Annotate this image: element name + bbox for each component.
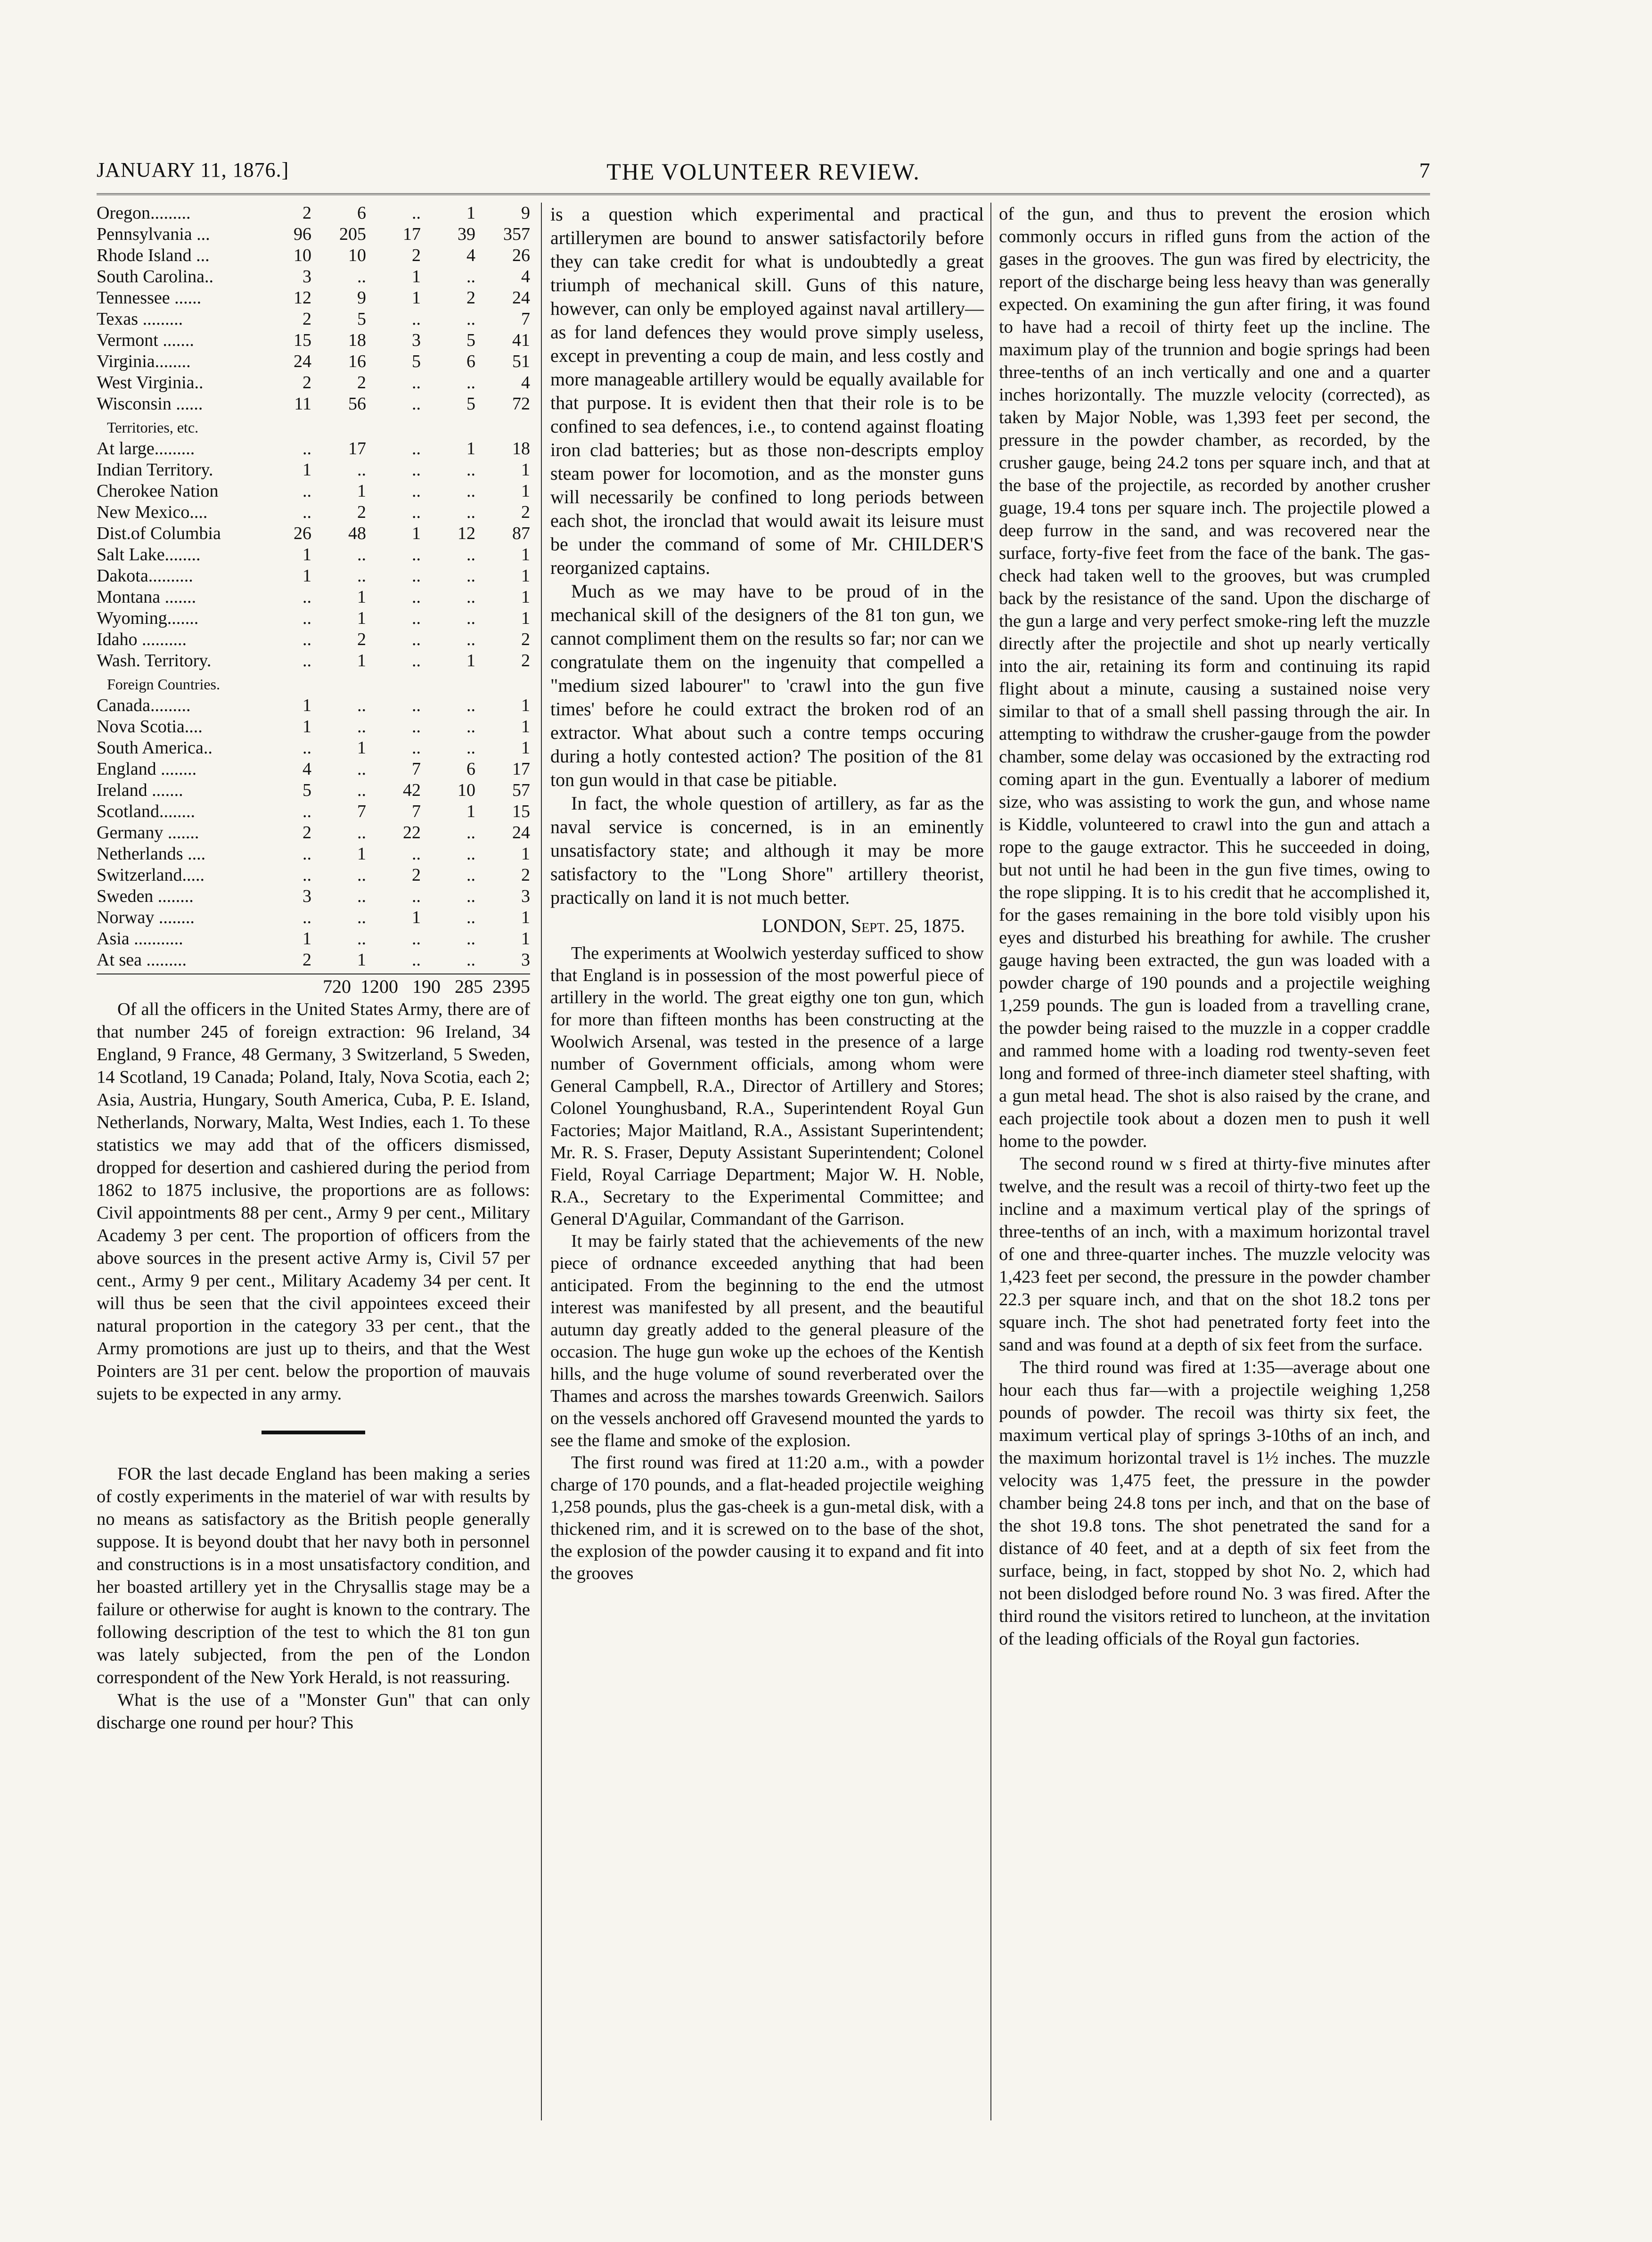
row-label: Ireland .......	[97, 780, 183, 800]
row-value: 3	[521, 886, 530, 906]
row-value: ..	[466, 608, 475, 628]
column-3	[999, 203, 1430, 1650]
row-label: Cherokee Nation	[97, 481, 219, 501]
row-value: 11	[294, 394, 311, 414]
row-value: 1	[521, 844, 530, 864]
row-value: ..	[357, 929, 366, 949]
row-value: 1	[521, 587, 530, 607]
row-value: 2	[521, 865, 530, 885]
row-value: ..	[466, 908, 475, 927]
row-value: ..	[466, 865, 475, 885]
row-value: ..	[357, 545, 366, 565]
row-value: 5	[357, 309, 366, 329]
row-value: 15	[512, 802, 530, 821]
row-value: 1	[412, 288, 421, 308]
row-value: ..	[412, 929, 421, 949]
row-label: Tennessee ......	[97, 288, 202, 308]
row-value: 1	[521, 545, 530, 565]
row-value: ..	[466, 309, 475, 329]
row-value: ..	[466, 823, 475, 843]
officers-origin-table	[97, 203, 530, 415]
row-label: Sweden ........	[97, 886, 194, 906]
row-value: 1	[303, 545, 311, 565]
table-row	[97, 843, 530, 865]
row-value: ..	[303, 908, 311, 927]
row-value: ..	[357, 566, 366, 586]
row-label: Asia ...........	[97, 929, 183, 949]
paragraph: The third round was fired at 1:35—average about one hour each thus far—with a projectile weighing 1,258 pounds of powder. The recoil was thirty six feet, the maximum vertical play of springs 3-10ths of an inch, and the maximum horizontal travel is 1½ inches. The muzzle velocity was 1,475 feet, the pressure in the powder chamber being 24.8 tons per inch, and that on the base of the shot 19.8 tons. The shot penetrated the sand for a distance of 40 feet, and at a depth of six feet from the surface, being, in fact, stopped by shot No. 2, which had not been dislodged before round No. 3 was fired. After the third round the visitors retired to luncheon, at the invitation of the leading officials of the Royal gun factories.	[999, 1358, 1430, 1649]
row-value: ..	[357, 696, 366, 715]
table-row	[97, 587, 530, 608]
row-value: 2	[303, 309, 311, 329]
row-value: 87	[512, 524, 530, 543]
row-label: Germany .......	[97, 823, 199, 843]
row-value: ..	[357, 823, 366, 843]
row-value: 1	[303, 717, 311, 736]
row-value: 2	[357, 630, 366, 649]
publication-title: THE VOLUNTEER REVIEW.	[606, 158, 920, 185]
row-label: Idaho ..........	[97, 630, 187, 649]
row-value: ..	[357, 865, 366, 885]
table-row	[97, 886, 530, 907]
row-label: Virginia........	[97, 352, 191, 371]
row-label: Wash. Territory.	[97, 651, 212, 671]
row-value: ..	[466, 717, 475, 736]
row-value: 2	[412, 245, 421, 265]
row-value: 3	[303, 267, 311, 286]
table-row	[97, 393, 530, 415]
table-row	[97, 565, 530, 587]
table-row	[97, 822, 530, 843]
row-value: 26	[294, 524, 311, 543]
row-value: ..	[357, 267, 366, 286]
row-value: ..	[412, 439, 421, 458]
row-value: 2	[412, 865, 421, 885]
row-value: 51	[512, 352, 530, 371]
row-value: ..	[357, 908, 366, 927]
table-row	[97, 737, 530, 759]
row-value: 9	[357, 288, 366, 308]
row-value: ..	[303, 608, 311, 628]
table-row	[97, 650, 530, 671]
table-row	[97, 544, 530, 565]
table-row	[97, 330, 530, 351]
row-value: 2	[303, 203, 311, 223]
row-value: 1	[521, 717, 530, 736]
row-value: ..	[466, 950, 475, 970]
row-label: Switzerland.....	[97, 865, 205, 885]
row-value: 1	[357, 651, 366, 671]
table-row	[97, 287, 530, 309]
row-value: 3	[412, 330, 421, 350]
row-value: 2	[303, 823, 311, 843]
row-value: 1	[521, 460, 530, 480]
row-value: 205	[339, 224, 366, 244]
row-value: 2	[466, 288, 475, 308]
row-label: Texas .........	[97, 309, 183, 329]
row-label: Wyoming.......	[97, 608, 199, 628]
row-label: Dakota..........	[97, 566, 193, 586]
table-row	[97, 949, 530, 971]
row-label: West Virginia..	[97, 373, 204, 393]
row-label: Vermont .......	[97, 330, 194, 350]
row-value: ..	[412, 373, 421, 393]
row-value: ..	[303, 502, 311, 522]
table-row	[97, 608, 530, 629]
row-value: 96	[294, 224, 311, 244]
row-value: ..	[303, 439, 311, 458]
row-value: ..	[466, 373, 475, 393]
row-value: ..	[466, 886, 475, 906]
row-value: ..	[357, 717, 366, 736]
row-label: South America..	[97, 738, 213, 758]
row-label: Scotland........	[97, 802, 195, 821]
row-value: 6	[357, 203, 366, 223]
territories-table	[97, 438, 530, 671]
row-value: ..	[412, 394, 421, 414]
row-value: 5	[412, 352, 421, 371]
row-value: ..	[412, 481, 421, 501]
row-value: ..	[412, 460, 421, 480]
row-value: 1	[357, 608, 366, 628]
row-value: ..	[412, 651, 421, 671]
row-value: 6	[466, 759, 475, 779]
row-value: 7	[412, 759, 421, 779]
row-value: ..	[466, 587, 475, 607]
row-value: 22	[403, 823, 421, 843]
paragraph: It may be fairly stated that the achievements of the new piece of ordnance exceeded anything that had been anticipated. From the beginning to the end the utmost interest was manifested by all present, and the beautiful autumn day greatly added to the general pleasure of the occasion. The huge gun woke up the echoes of the Kentish hills, and the huge volume of sound reverberated over the Thames and across the marshes towards Greenwich. Sailors on the vessels anchored off Gravesend mounted the yards to see the flame and smoke of the explosion.	[550, 1231, 984, 1450]
paragraph: In fact, the whole question of artillery, as far as the naval service is concerned, is in an eminently unsatisfactory state; and although it may be more satisfactory to the "Long Shore" artillery theorist, practically on land it is not much better.	[550, 793, 984, 908]
row-value: ..	[412, 203, 421, 223]
row-value: ..	[303, 802, 311, 821]
row-value: 42	[403, 780, 421, 800]
row-value: 17	[512, 759, 530, 779]
row-value: ..	[466, 481, 475, 501]
table-row	[97, 629, 530, 650]
row-label: Canada.........	[97, 696, 191, 715]
row-value: ..	[357, 759, 366, 779]
column-divider	[541, 203, 542, 2120]
row-label: Rhode Island ...	[97, 245, 210, 265]
row-value: 4	[521, 373, 530, 393]
row-value: 6	[466, 352, 475, 371]
row-value: ..	[357, 886, 366, 906]
row-value: 357	[503, 224, 530, 244]
row-value: 1	[303, 460, 311, 480]
row-value: ..	[357, 460, 366, 480]
section-divider	[262, 1431, 365, 1434]
row-value: 7	[521, 309, 530, 329]
page-number: 7	[1419, 158, 1430, 182]
row-value: ..	[412, 950, 421, 970]
table-row	[97, 695, 530, 716]
row-value: 9	[521, 203, 530, 223]
monster-gun-paragraph: What is the use of a "Monster Gun" that can only discharge one round per hour? This	[97, 1690, 530, 1733]
row-value: 2	[521, 630, 530, 649]
row-value: ..	[466, 844, 475, 864]
table-row	[97, 245, 530, 266]
row-value: 1	[466, 802, 475, 821]
row-value: 5	[466, 394, 475, 414]
row-value: ..	[412, 717, 421, 736]
row-value: 1	[521, 738, 530, 758]
table-row	[97, 372, 530, 393]
row-label: England ........	[97, 759, 197, 779]
row-value: 18	[348, 330, 366, 350]
table-row	[97, 759, 530, 780]
paragraph: of the gun, and thus to prevent the erosion which commonly occurs in rifled guns from the action of the gases in the grooves. The gun was fired by electricity, the report of the discharge being less heavy than was generally expected. On examining the gun after firing, it was found to have had a recoil of thirty feet up the incline. The maximum play of the trunnion and bogie springs had been three-tenths of an inch vertically and one and a quarter inches horizontally. The muzzle velocity (corrected), as taken by Major Noble, was 1,393 feet per second, the pressure in the powder chamber, as recorded, by the crusher gauge, being 24.2 tons per square inch, and that at the base of the projectile, as recorded by another crusher guage, 19.4 tons per square inch. The projectile plowed a deep furrow in the sand, and was recovered near the surface, forty-five feet from the face of the bank. The gas-check had taken well to the grooves, but was crumpled back by the resistance of the sand. Upon the discharge of the gun a large and very perfect smoke-ring left the muzzle directly after the projectile and shot up nearly vertically into the air, retaining its form and continuing its rapid flight about a minute, causing a sustained noise very similar to that of a small shell passing through the air. In attempting to withdraw the crusher-gauge from the powder chamber, some delay was occasioned by the extracting rod coming apart in the gun. Eventually a laborer of medium size, who was assisting to work the gun, and whose name is Kiddle, volunteered to crawl into the gun and attach a rope to the gauge extractor. This he succeeded in doing, but not until he had been in the gun five times, owing to the rope slipping. It is to his credit that he accomplished it, for the gases remaining in the bore told visibly upon his eyes and disturbed his breathing for awhile. The crusher gauge having been extracted, the gun was loaded with a powder charge of 190 pounds and a projectile weighing 1,259 pounds. The gun is loaded from a travelling crane, the powder being raised to the muzzle in a copper craddle and rammed home with a loading rod twenty-seven feet long and formed of three-inch diameter steel shafting, with a gun metal head. The shot is also raised by the crane, and each projectile took about a dozen men to push it well home to the powder.	[999, 204, 1430, 1151]
table-row	[97, 907, 530, 928]
row-value: ..	[303, 738, 311, 758]
row-label: Dist.of Columbia	[97, 524, 221, 543]
row-value: ..	[466, 738, 475, 758]
header-rule	[97, 193, 1430, 195]
officers-paragraph: Of all the officers in the United States Army, there are of that number 245 of foreign extraction: 96 Ireland, 34 England, 9 France, 48 Germany, 3 Switzerland, 5 Sweden, 14 Scotland, 19 Canada; Poland, Italy, Nova Scotia, each 2; Asia, Austria, Hungary, South America, Cuba, P. E. Island, Netherlands, Norwary, Malta, West Indies, each 1. To these statistics we may add that of the officers dismissed, dropped for desertion and cashiered during the period from 1862 to 1875 inclusive, the proportions are as follows: Civil appointments 88 per cent., Army 9 per cent., Military Academy 3 per cent. The proportion of officers from the above sources in the present active Army is, Civil 57 per cent., Army 9 per cent., Military Academy 34 per cent. It will thus be seen that the civil appointees exceed their natural proportion in the category 33 per cent., that the Army promotions are just up to theirs, and that the West Pointers are 31 per cent. below the proportion of mauvais sujets to be expected in any army.	[97, 999, 530, 1404]
row-value: 4	[466, 245, 475, 265]
row-value: 10	[348, 245, 366, 265]
row-value: 10	[458, 780, 475, 800]
row-label: Wisconsin ......	[97, 394, 203, 414]
row-label: At sea .........	[97, 950, 187, 970]
row-value: 1	[521, 696, 530, 715]
paragraph: The second round w s fired at thirty-five minutes after twelve, and the result was a recoil of thirty-two feet up the incline and a maximum vertical play of the springs of three-tenths of an inch, with a maximum horizontal travel of one and three-quarter inches. The muzzle velocity was 1,423 feet per second, the pressure in the powder chamber 22.3 per square inch, and that on the shot 18.2 tons per square inch. The shot had penetrated forty feet into the sand and was found at a depth of six feet from the surface.	[999, 1154, 1430, 1355]
row-value: ..	[357, 780, 366, 800]
row-value: ..	[466, 566, 475, 586]
row-value: 1	[357, 738, 366, 758]
row-value: ..	[412, 545, 421, 565]
row-value: 3	[521, 950, 530, 970]
column-divider	[990, 203, 991, 2120]
paragraph: The experiments at Woolwich yesterday sufficed to show that England is in possession of the most powerful piece of artillery in the world. The great eigthy one ton gun, which for more than fifteen months has been constructing at the Woolwich Arsenal, was tested in the presence of a large number of Government officials, among whom were General Campbell, R.A., Director of Artillery and Stores; Colonel Younghusband, R.A., Superintendent Royal Gun Factories; Major Maitland, R.A., Assistant Superintendent; Mr. R. S. Fraser, Deputy Assistant Superintendent; Colonel Field, Royal Carriage Department; Major W. H. Noble, R.A., Secretary to the Experimental Committee; and General D'Aguilar, Commandant of the Garrison.	[550, 943, 984, 1229]
row-value: 7	[412, 802, 421, 821]
row-value: 1	[466, 203, 475, 223]
row-value: 17	[348, 439, 366, 458]
row-value: ..	[303, 587, 311, 607]
table-totals: 720 1200 190 285 2395	[97, 974, 530, 998]
row-value: 2	[303, 373, 311, 393]
row-label: Pennsylvania ...	[97, 224, 210, 244]
paragraph: Much as we may have to be proud of in the mechanical skill of the designers of the 81 ton gun, we cannot compliment them on the results so far; nor can we congratulate them on the ingenuity that compelled a "medium sized labourer" to 'crawl into the gun five times' before he could extract the broken rod of an extractor. What about such a contre temps occuring during a hotly contested action? The position of the 81 ton gun would in that case be pitiable.	[550, 581, 984, 790]
row-label: South Carolina..	[97, 267, 214, 286]
row-value: 24	[512, 288, 530, 308]
row-label: Netherlands ....	[97, 844, 206, 864]
table-row	[97, 351, 530, 372]
row-value: 1	[303, 929, 311, 949]
row-value: ..	[303, 844, 311, 864]
row-value: 4	[521, 267, 530, 286]
foreign-table	[97, 695, 530, 971]
row-value: 39	[458, 224, 475, 244]
row-value: 1	[412, 524, 421, 543]
row-value: 26	[512, 245, 530, 265]
row-value: 2	[303, 950, 311, 970]
row-value: 5	[303, 780, 311, 800]
row-value: 1	[303, 696, 311, 715]
table-row	[97, 481, 530, 502]
row-value: 1	[303, 566, 311, 586]
row-value: 7	[357, 802, 366, 821]
row-value: 48	[348, 524, 366, 543]
row-value: 16	[348, 352, 366, 371]
row-value: 1	[357, 481, 366, 501]
row-value: ..	[466, 460, 475, 480]
table-row	[97, 716, 530, 737]
row-value: ..	[412, 696, 421, 715]
row-value: 1	[357, 950, 366, 970]
row-value: 1	[466, 439, 475, 458]
row-value: 1	[357, 844, 366, 864]
row-value: ..	[412, 886, 421, 906]
row-value: 1	[521, 481, 530, 501]
row-value: 1	[466, 651, 475, 671]
paragraph: is a question which experimental and practical artillerymen are bound to answer satisfactorily before they can take credit for what is undoubtedly a great triumph of mechanical skill. Guns of this nature, however, can only be employed against naval artillery—as for land defences they would prove simply useless, except in preventing a coup de main, and less costly and more manageable artillery would be equally available for that purpose. It is evident then that their role is to be confined to sea defences, i.e., to contend against floating iron clad batteries; but as those non-descripts employ steam power for locomotion, and as the monster guns will necessarily be confined to long periods between each shot, the ironclad that would await its leisure must be under the command of some of Mr. CHILDER'S reorganized captains.	[550, 204, 984, 578]
row-value: ..	[412, 630, 421, 649]
dateline: LONDON, Sept. 25, 1875.	[762, 915, 965, 936]
row-value: ..	[466, 267, 475, 286]
row-value: ..	[303, 651, 311, 671]
row-value: 1	[521, 608, 530, 628]
row-value: 24	[512, 823, 530, 843]
table-row	[97, 780, 530, 801]
row-value: ..	[412, 608, 421, 628]
row-value: 2	[521, 651, 530, 671]
table-row	[97, 523, 530, 544]
row-value: ..	[466, 696, 475, 715]
row-label: Nova Scotia....	[97, 717, 203, 736]
row-value: 12	[294, 288, 311, 308]
table-row	[97, 309, 530, 330]
table-row	[97, 928, 530, 949]
row-value: ..	[412, 844, 421, 864]
table-row	[97, 865, 530, 886]
row-label: Norway ........	[97, 908, 195, 927]
row-value: ..	[303, 865, 311, 885]
row-value: ..	[412, 587, 421, 607]
row-label: New Mexico....	[97, 502, 208, 522]
artillery-intro-paragraph: FOR the last decade England has been making a series of costly experiments in the materiel of war with results by no means as satisfactory as the British people generally suppose. It is beyond doubt that her navy both in personnel and constructions is in a most unsatisfactory condition, and her boasted artillery yet in the Chrysallis stage may be a failure or otherwise for aught is known to the contrary. The following description of the test to which the 81 ton gun was lately subjected, from the pen of the London correspondent of the New York Herald, is not reassuring.	[97, 1464, 530, 1687]
table-row	[97, 438, 530, 459]
row-value: ..	[412, 502, 421, 522]
row-value: 10	[294, 245, 311, 265]
row-label: Salt Lake........	[97, 545, 201, 565]
row-value: 72	[512, 394, 530, 414]
row-value: 56	[348, 394, 366, 414]
row-value: 2	[521, 502, 530, 522]
paragraph: The first round was fired at 11:20 a.m., with a powder charge of 170 pounds, and a flat-headed projectile weighing 1,258 pounds, plus the gas-cheek is a gun-metal disk, with a thickened rim, and it is screwed on to the base of the shot, the explosion of the powder causing it to expand and fit into the grooves	[550, 1453, 984, 1583]
row-value: 1	[412, 908, 421, 927]
row-value: ..	[412, 309, 421, 329]
row-value: 4	[303, 759, 311, 779]
row-label: At large.........	[97, 439, 195, 458]
row-value: 3	[303, 886, 311, 906]
row-value: ..	[303, 630, 311, 649]
row-value: ..	[466, 545, 475, 565]
page-header	[97, 158, 1430, 196]
row-value: 24	[294, 352, 311, 371]
row-label: Oregon.........	[97, 203, 191, 223]
row-value: 1	[521, 566, 530, 586]
row-value: 1	[521, 908, 530, 927]
row-value: 2	[357, 373, 366, 393]
table-row	[97, 203, 530, 224]
column-1	[97, 203, 530, 1734]
row-value: 18	[512, 439, 530, 458]
row-value: 12	[458, 524, 475, 543]
row-label: Indian Territory.	[97, 460, 213, 480]
row-value: 41	[512, 330, 530, 350]
table-row	[97, 266, 530, 287]
row-value: 5	[466, 330, 475, 350]
issue-date: JANUARY 11, 1876.]	[97, 158, 289, 181]
row-value: ..	[303, 481, 311, 501]
row-value: 1	[357, 587, 366, 607]
column-2	[550, 203, 984, 1585]
row-value: ..	[412, 738, 421, 758]
table-row	[97, 459, 530, 481]
row-value: ..	[466, 630, 475, 649]
foreign-heading: Foreign Countries.	[107, 676, 220, 693]
row-value: ..	[412, 566, 421, 586]
row-label: Montana .......	[97, 587, 196, 607]
territories-heading: Territories, etc.	[107, 419, 199, 436]
table-row	[97, 224, 530, 245]
row-value: ..	[466, 929, 475, 949]
table-row	[97, 502, 530, 523]
table-row	[97, 801, 530, 822]
row-value: 1	[521, 929, 530, 949]
row-value: 2	[357, 502, 366, 522]
row-value: 15	[294, 330, 311, 350]
row-value: 57	[512, 780, 530, 800]
row-value: 1	[412, 267, 421, 286]
row-value: ..	[466, 502, 475, 522]
row-value: 17	[403, 224, 421, 244]
